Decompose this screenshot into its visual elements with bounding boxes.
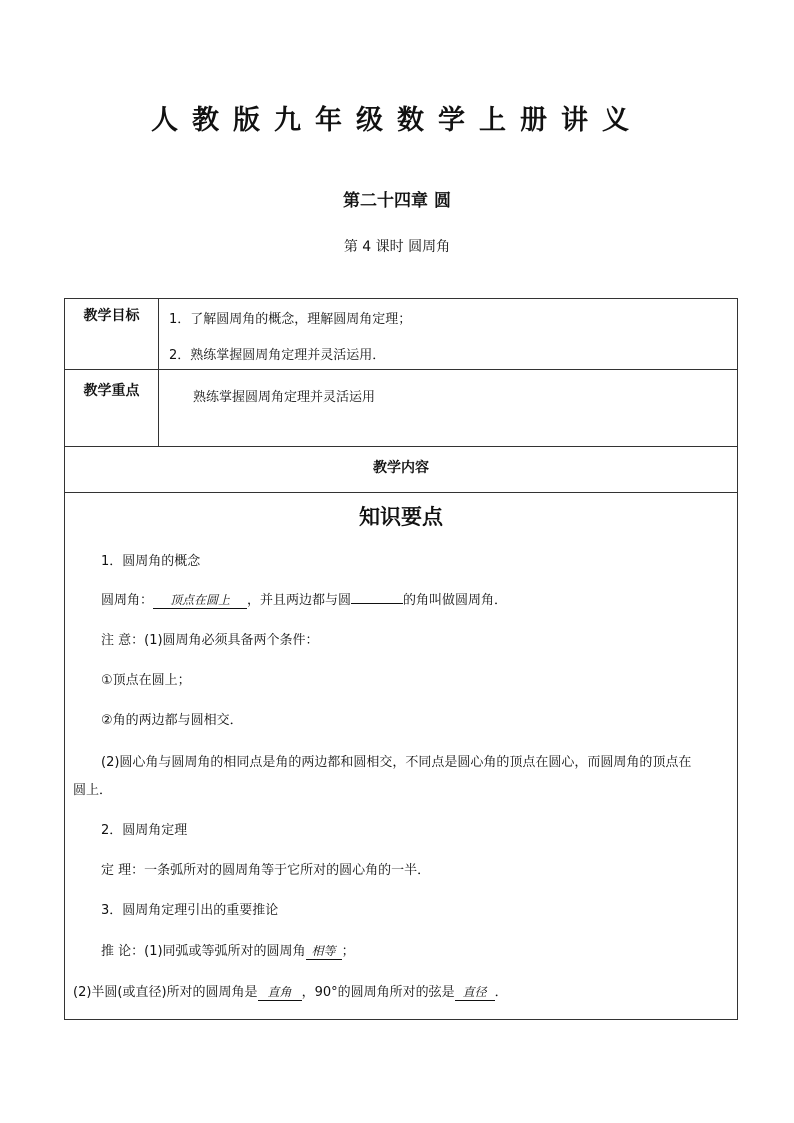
definition-mid: ，并且两边都与圆 (247, 593, 352, 608)
note-2-line: (2)圆心角与圆周角的相同点是角的两边都和圆相交，不同点是圆心角的顶点在圆心，而圆周角的顶点在 (101, 755, 692, 770)
focus-label: 教学重点 (83, 383, 140, 399)
corollary-1-line (101, 940, 355, 960)
corollary-2-suffix: ． (494, 985, 508, 1000)
row-divider (65, 492, 737, 493)
theorem-text: 定 理：一条弧所对的圆周角等于它所对的圆心角的一半． (101, 863, 431, 878)
objective-item: 2．熟练掌握圆周角定理并灵活运用． (169, 348, 386, 363)
fill-answer: 顶点在圆上 (153, 592, 247, 609)
fill-answer: 直径 (455, 984, 495, 1001)
objective-item: 1．了解圆周角的概念，理解圆周角定理； (169, 312, 412, 327)
lesson-title: 第 4 课时 圆周角 (343, 239, 451, 255)
section-2-title: 2．圆周角定理 (101, 823, 188, 838)
knowledge-heading: 知识要点 (359, 505, 443, 529)
definition-line (101, 589, 507, 609)
row-divider (65, 446, 737, 447)
definition-prefix: 圆周角： (101, 593, 154, 608)
column-divider (158, 299, 159, 446)
note-condition: ①顶点在圆上； (101, 673, 191, 688)
focus-text: 熟练掌握圆周角定理并灵活运用 (193, 390, 376, 405)
note-2-line: 圆上． (73, 783, 113, 798)
objectives-label: 教学目标 (83, 308, 140, 324)
content-title: 教学内容 (373, 460, 429, 476)
section-3-title: 3．圆周角定理引出的重要推论 (101, 903, 279, 918)
lesson-table (64, 298, 738, 1020)
corollary-2-mid: ，90°的圆周角所对的弦是 (301, 985, 455, 1000)
definition-suffix: 的角叫做圆周角． (403, 593, 508, 608)
fill-answer: 相等 (306, 943, 342, 960)
row-divider (65, 369, 737, 370)
corollary-1-prefix: 推 论：(1)同弧或等弧所对的圆周角 (101, 944, 306, 959)
corollary-1-suffix: ； (341, 944, 355, 959)
note-condition: ②角的两边都与圆相交． (101, 713, 243, 728)
document-title: 人教版九年级数学上册讲义 (151, 105, 643, 136)
corollary-2-line (73, 981, 508, 1001)
chapter-title: 第二十四章 圆 (343, 191, 451, 211)
corollary-2-prefix: (2)半圆(或直径)所对的圆周角是 (73, 985, 258, 1000)
section-1-title: 1．圆周角的概念 (101, 554, 201, 569)
note-intro: 注 意：(1)圆周角必须具备两个条件： (101, 633, 319, 648)
answer-blank (351, 591, 403, 604)
fill-answer: 直角 (258, 984, 302, 1001)
